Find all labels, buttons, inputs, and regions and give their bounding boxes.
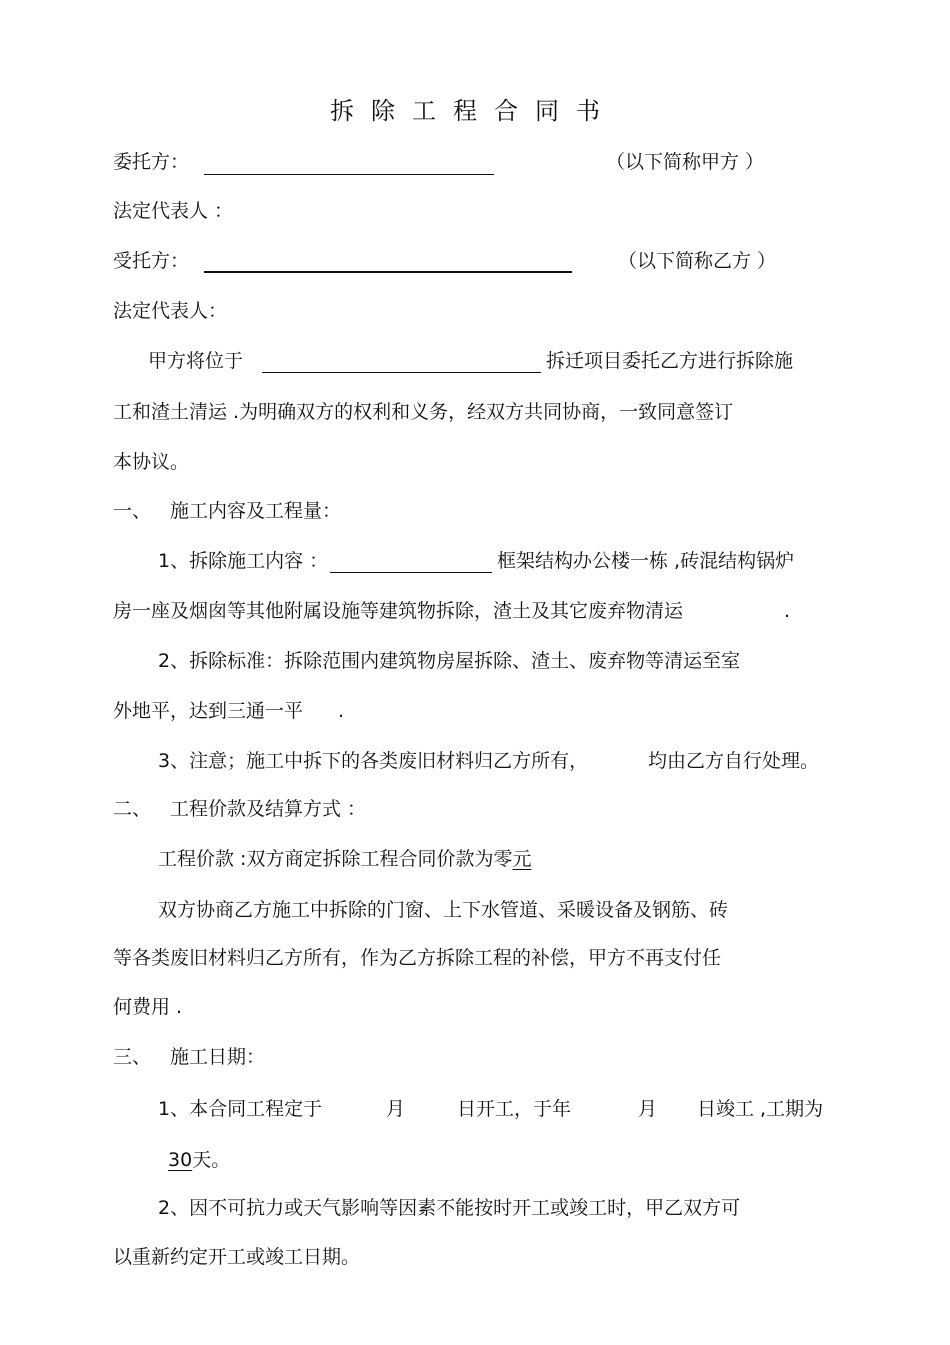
price-clause: [158, 850, 531, 869]
party-a-representative: 法定代表人 ：: [113, 200, 234, 222]
item-1-end: .: [784, 600, 791, 622]
intro-text-end: 拆迁项目委托乙方进行拆除施: [546, 350, 794, 372]
section-2-number: 二、: [113, 798, 152, 820]
item-1-blank: [330, 572, 492, 573]
price-paragraph-line-3: 何费用 .: [113, 996, 183, 1018]
item-2-end: .: [338, 700, 345, 722]
section-1-heading: 施工内容及工程量：: [170, 500, 342, 522]
item-3-text: 3、注意；施工中拆下的各类废旧材料归乙方所有，: [158, 750, 589, 772]
price-unit: 元: [512, 848, 532, 870]
item-1-line-2: 房一座及烟囱等其他附属设施等建筑物拆除，渣土及其它废弃物清运: [113, 600, 684, 622]
date-clause-start: 1、本合同工程定于: [158, 1098, 323, 1120]
item-2-line-2: 外地平，达到三通一平: [113, 700, 304, 722]
duration-unit: 天。: [192, 1149, 231, 1171]
party-a-note: （以下简称甲方 ）: [606, 151, 765, 173]
party-a-label: 委托方：: [113, 151, 190, 173]
location-blank: [262, 372, 541, 373]
force-majeure-line-2: 以重新约定开工或竣工日期。: [113, 1246, 361, 1268]
document-title: 拆除工程合同书: [330, 97, 617, 125]
party-b-label: 受托方：: [113, 250, 190, 272]
item-1-label: 1、拆除施工内容 ：: [158, 550, 329, 572]
party-b-blank: [204, 271, 572, 273]
intro-text-start: 甲方将位于: [148, 350, 244, 372]
price-paragraph-line-2: 等各类废旧材料归乙方所有，作为乙方拆除工程的补偿，甲方不再支付任: [113, 947, 722, 969]
end-day-text: 日竣工 ,工期为: [697, 1098, 824, 1120]
section-1-number: 一、: [113, 500, 152, 522]
party-a-blank: [204, 174, 494, 175]
intro-line-3: 本协议。: [113, 451, 190, 473]
start-month: 月: [386, 1098, 406, 1120]
intro-line-2: 工和渣土清运 .为明确双方的权利和义务，经双方共同协商，一致同意签订: [113, 401, 734, 423]
item-1-text: 框架结构办公楼一栋 ,砖混结构锅炉: [497, 550, 795, 572]
section-3-number: 三、: [113, 1046, 152, 1068]
party-b-representative: 法定代表人：: [113, 300, 228, 322]
end-month: 月: [638, 1098, 658, 1120]
price-paragraph-line-1: 双方协商乙方施工中拆除的门窗、上下水管道、采暖设备及钢筋、砖: [158, 899, 729, 921]
item-2-line-1: 2、拆除标准：拆除范围内建筑物房屋拆除、渣土、废弃物等清运至室: [158, 650, 741, 672]
section-3-heading: 施工日期：: [170, 1046, 266, 1068]
start-day-text: 日开工，于年: [457, 1098, 572, 1120]
price-text: 工程价款 :双方商定拆除工程合同价款为零: [158, 848, 513, 870]
duration-days: 30: [168, 1149, 193, 1171]
party-b-note: （以下简称乙方 ）: [618, 250, 777, 272]
item-3-text-end: 均由乙方自行处理。: [648, 750, 820, 772]
section-2-heading: 工程价款及结算方式 ：: [170, 798, 367, 820]
force-majeure-line-1: 2、因不可抗力或天气影响等因素不能按时开工或竣工时，甲乙双方可: [158, 1197, 741, 1219]
duration: [168, 1151, 230, 1170]
